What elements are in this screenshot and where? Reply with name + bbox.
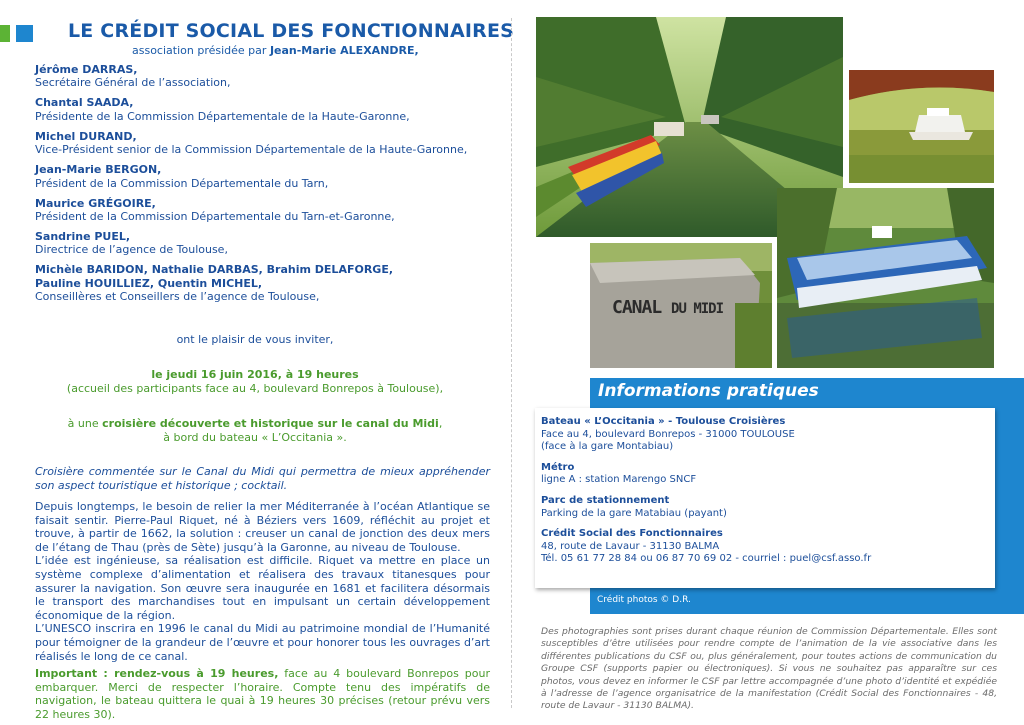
info-parking-heading: Parc de stationnement bbox=[541, 494, 670, 506]
organizer-role: Directrice de l’agence de Toulouse, bbox=[35, 243, 228, 257]
info-csf bbox=[541, 528, 991, 566]
boat-line: à bord du bateau « L’Occitania ». bbox=[163, 430, 347, 444]
organizer-name: Chantal SAADA, bbox=[35, 96, 134, 110]
event-welcome: (accueil des participants face au 4, boulevard Bonrepos à Toulouse), bbox=[66, 381, 444, 395]
corner-green-square bbox=[0, 25, 10, 42]
photo-credit: Crédit photos © D.R. bbox=[597, 595, 691, 605]
info-metro bbox=[541, 462, 991, 487]
organizer-role: Présidente de la Commission Départementale de la Haute-Garonne, bbox=[35, 109, 410, 123]
history-paragraph: L’idée est ingénieuse, sa réalisation est difficile. Riquet va mettre en place un système complexe d’alimentation et réalisera des travaux titanesques pour assurer la navigation. Son œuvre sera inaugurée en 1681 et facilitera désormais le transport des marchandises tout en impulsant un certain développement économique de la région. bbox=[35, 554, 490, 622]
cruise-line bbox=[35, 417, 475, 431]
organizer-group bbox=[35, 263, 475, 303]
organizer bbox=[35, 163, 475, 190]
cruise-prefix: à une bbox=[67, 417, 99, 430]
organizer-name: Jean-Marie BERGON, bbox=[35, 163, 162, 177]
info-parking-text: Parking de la gare Matabiau (payant) bbox=[541, 507, 727, 519]
rendezvous-rest: face au 4 boulevard Bonrepos pour embarquer. Merci de respecter l’horaire. Compte tenu des impératifs de navigation, le bateau quittera le quai à 19 heures 30 précises (retour prévu vers 22 heures 30). bbox=[35, 667, 490, 721]
history-paragraph: Depuis longtemps, le besoin de relier la mer Méditerranée à l’océan Atlantique se faisait sentir. Pierre-Paul Riquet, né à Béziers vers 1609, réfléchit au projet et trouve, à partir de 1662, la solution : creuser un canal de jonction des deux mers de l’étang de Thau (près de Sète) jusqu’à la Garonne, au niveau de Toulouse. bbox=[35, 500, 490, 554]
info-content bbox=[541, 416, 991, 574]
info-csf-heading: Crédit Social des Fonctionnaires bbox=[541, 528, 723, 540]
organizer bbox=[35, 96, 475, 123]
invite-date-block bbox=[35, 368, 475, 395]
organizers-list bbox=[35, 63, 475, 310]
photo-notice: Des photographies sont prises durant chaque réunion de Commission Départementale. Elles sont susceptibles d’être utilisées pour rendre compte de l’animation de la vie associative dans les différentes publications du CSF ou, plus généralement, pour toutes actions de communication du Groupe CSF (supports papier ou électroniques). Si vous ne souhaitez pas apparaître sur ces photos, vous devez en informer le CSF par lettre accompagnée d’une photo d’identité et expédiée à l’adresse de l’agence organisatrice de la manifestation (Crédit Social des Fonctionnaires - 48, route de Lavaur - 31130 BALMA). bbox=[541, 626, 997, 712]
column-divider bbox=[511, 18, 512, 708]
info-metro-text: ligne A : station Marengo SNCF bbox=[541, 474, 697, 486]
organizer-name: Maurice GRÉGOIRE, bbox=[35, 196, 156, 210]
invite-line: ont le plaisir de vous inviter, bbox=[176, 333, 334, 346]
info-title: Informations pratiques bbox=[598, 381, 819, 401]
organizer-name: Sandrine PUEL, bbox=[35, 230, 131, 244]
group-names-line1: Michèle BARIDON, Nathalie DARBAS, Brahim DELAFORGE, bbox=[35, 263, 394, 277]
info-boat-note: (face à la gare Montabiau) bbox=[541, 441, 674, 453]
organizer bbox=[35, 230, 475, 257]
history-paragraph: L’UNESCO inscrira en 1996 le canal du Midi au patrimoine mondial de l’Humanité pour témoigner de la grandeur de l’œuvre et pour honorer tous les ouvrages d’art réalisés le long de ce canal. bbox=[35, 622, 490, 663]
organizer bbox=[35, 130, 475, 157]
info-boat-heading: Bateau « L’Occitania » - Toulouse Croisières bbox=[541, 416, 786, 427]
subtitle-prefix: association présidée par bbox=[132, 44, 267, 57]
organizer-role: Vice-Président senior de la Commission Départementale de la Haute-Garonne, bbox=[35, 143, 468, 157]
cruise-suffix: , bbox=[438, 417, 443, 430]
cruise-intro: Croisière commentée sur le Canal du Midi qui permettra de mieux appréhender son aspect touristique et historique ; cocktail. bbox=[35, 465, 490, 492]
bridge-boat-photo bbox=[849, 70, 994, 183]
organizer-name: Jérôme DARRAS, bbox=[35, 63, 138, 76]
sign-line-2: DU MIDI bbox=[671, 301, 724, 317]
info-csf-phone: Tél. 05 61 77 28 84 ou 06 87 70 69 02 - courriel : puel@csf.asso.fr bbox=[541, 553, 872, 565]
canal-sign-text bbox=[612, 297, 723, 318]
info-metro-heading: Métro bbox=[541, 461, 575, 473]
corner-blue-square bbox=[16, 25, 33, 42]
history-text bbox=[35, 500, 490, 663]
page-title: LE CRÉDIT SOCIAL DES FONCTIONNAIRES bbox=[68, 20, 515, 42]
event-date: le jeudi 16 juin 2016, à 19 heures bbox=[151, 368, 359, 381]
organizer bbox=[35, 197, 475, 224]
info-boat-address: Face au 4, boulevard Bonrepos - 31000 TOULOUSE bbox=[541, 428, 795, 440]
info-boat bbox=[541, 416, 991, 454]
tour-boat-photo bbox=[777, 188, 994, 368]
cruise-name: croisière découverte et historique sur le canal du Midi bbox=[102, 417, 439, 430]
info-csf-address: 48, route de Lavaur - 31130 BALMA bbox=[541, 540, 720, 552]
rendezvous-strong: Important : rendez-vous à 19 heures, bbox=[35, 667, 279, 680]
sign-line-1: CANAL bbox=[612, 297, 662, 318]
cruise-block bbox=[35, 417, 475, 444]
organizer bbox=[35, 63, 475, 90]
rendezvous-text bbox=[35, 667, 490, 721]
organizer-role: Président de la Commission Départementale du Tarn-et-Garonne, bbox=[35, 210, 395, 224]
organizer-role: Secrétaire Général de l’association, bbox=[35, 76, 231, 90]
info-parking bbox=[541, 495, 991, 520]
organizer-name: Michel DURAND, bbox=[35, 129, 137, 143]
organizer-role: Président de la Commission Départementale du Tarn, bbox=[35, 176, 329, 190]
page-subtitle bbox=[132, 44, 419, 57]
group-names-line2: Pauline HOUILLIEZ, Quentin MICHEL, bbox=[35, 276, 263, 290]
canal-sign-photo bbox=[590, 243, 772, 368]
president-name: Jean-Marie ALEXANDRE, bbox=[269, 44, 419, 57]
group-role: Conseillères et Conseillers de l’agence de Toulouse, bbox=[35, 290, 320, 304]
